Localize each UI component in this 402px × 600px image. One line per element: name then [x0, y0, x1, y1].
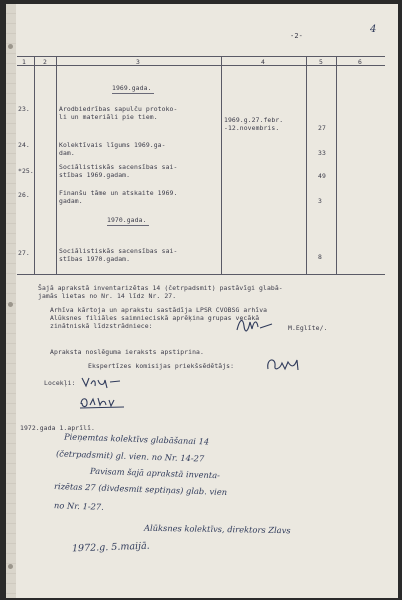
column-header: 5	[319, 58, 323, 66]
section-underline	[112, 93, 154, 94]
binding-hole	[8, 44, 13, 49]
handwritten-line: no Nr. 1-27.	[53, 500, 105, 512]
row-count: 8	[318, 253, 322, 261]
document-date: 1972.gada 1.aprīlī.	[20, 424, 96, 432]
row-date: 1969.g.27.febr.	[224, 116, 284, 124]
row-title: Finanšu tāme un atskaite 1969.	[59, 189, 178, 197]
table-header-border	[17, 65, 385, 66]
column-header: 4	[261, 58, 265, 66]
section-underline	[107, 225, 149, 226]
row-number: 23.	[18, 105, 30, 113]
binding-strip	[6, 4, 16, 598]
handwritten-date: 1972.g. 5.maijā.	[71, 540, 150, 555]
binding-hole	[8, 302, 13, 307]
expert-label: Ekspertīzes komisijas priekšsēdētājs:	[88, 362, 235, 370]
column-header: 6	[358, 58, 362, 66]
table-top-border	[17, 56, 385, 57]
column-header: 2	[43, 58, 47, 66]
column-header: 1	[22, 58, 26, 66]
signature	[80, 374, 122, 394]
column-divider	[56, 56, 57, 274]
column-divider	[336, 56, 337, 274]
handwritten-line: rizētas 27 (divdesmit septiņas) glab. vien	[53, 480, 228, 498]
handwritten-line: Alūksnes kolektīvs, direktors Zlavs	[143, 522, 291, 536]
members-label: Locekļi:	[44, 379, 76, 387]
row-number: 24.	[18, 141, 30, 149]
document-page	[6, 4, 398, 598]
row-count: 33	[318, 149, 326, 157]
row-title: stības 1970.gadam.	[59, 255, 131, 263]
binding-hole	[8, 564, 13, 569]
row-title: Kolektīvais līgums 1969.ga-	[59, 141, 166, 149]
signature	[234, 316, 274, 338]
handwritten-line: (četrpadsmit) gl. vien. no Nr. 14-27	[55, 448, 205, 464]
row-title: gadam.	[59, 197, 83, 205]
row-title: Sociālistiskās sacensības sai-	[59, 163, 178, 171]
statement-line: jamās lietas no Nr. 14 līdz Nr. 27.	[38, 292, 177, 300]
signature	[78, 394, 128, 414]
section-year: 1970.gada.	[107, 216, 147, 224]
approval-line: Apraksta noslēguma ieraksts apstiprina.	[50, 348, 204, 356]
row-count: 49	[318, 172, 326, 180]
row-number: *25.	[18, 167, 34, 175]
compiled-line: Alūksnes filiāles saimnieciskā aprēķina grupas vecākā	[50, 314, 260, 322]
signature	[264, 354, 304, 378]
statement-line: Šajā aprakstā inventarizētas 14 (četrpadsmit) pastāvīgi glabā-	[38, 284, 283, 292]
handwritten-line: Pieņemtas kolektīvs glabāšanai 14	[63, 431, 210, 447]
compiled-line: Arhīva kārtoja un aprakstu sastādīja LPSR CVOBSG arhīva	[50, 306, 268, 314]
row-count: 3	[318, 197, 322, 205]
table-bottom-border	[17, 274, 385, 275]
row-title: li un materiāli pie tiem.	[59, 113, 158, 121]
section-year: 1969.gada.	[112, 84, 152, 92]
corner-mark: 4	[370, 24, 377, 35]
row-number: 27.	[18, 249, 30, 257]
page-number: -2-	[290, 32, 303, 40]
compiled-line: zinātniskā līdzstrādniece:	[50, 322, 153, 330]
column-divider	[306, 56, 307, 274]
column-header: 3	[136, 58, 140, 66]
column-divider	[34, 56, 35, 274]
row-date: -12.novembris.	[224, 124, 280, 132]
row-title: Sociālistiskās sacensības sai-	[59, 247, 178, 255]
row-number: 26.	[18, 191, 30, 199]
column-divider	[221, 56, 222, 274]
handwritten-line: Pavisam šajā aprakstā inventa-	[89, 465, 221, 481]
row-title: dam.	[59, 149, 75, 157]
row-title: stības 1969.gadam.	[59, 171, 131, 179]
row-count: 27	[318, 124, 326, 132]
compiled-signer: M.Eglīte/.	[288, 324, 328, 332]
row-title: Arodbiedrības sapulču protoko-	[59, 105, 178, 113]
